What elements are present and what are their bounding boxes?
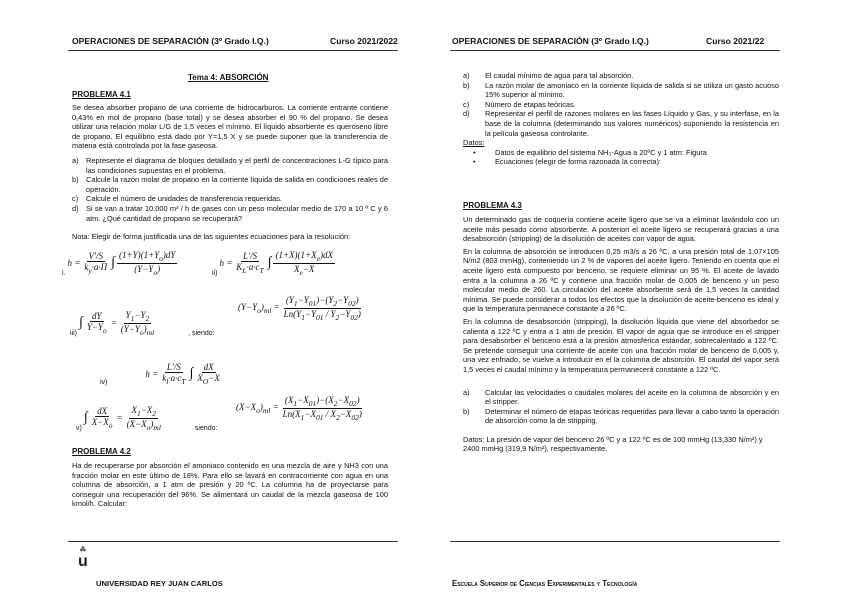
header-course: Curso 2021/22: [706, 36, 765, 46]
header-course: Curso 2021/2022: [330, 36, 398, 46]
header-title: OPERACIONES DE SEPARACIÓN (3º Grado I.Q.): [452, 36, 649, 46]
list-item: [72, 204, 388, 223]
item-text: Calcule el número de unidades de transferencia requeridas.: [86, 194, 282, 204]
eq-label: v): [76, 424, 82, 432]
item-text: Representar el perfil de razones molares en las fases Líquido y Gas, y su interfase, en la base de la columna (determinando sus valores numéricos) suponiendo la resistencia en la película gaseosa controlante.: [485, 109, 779, 138]
eq-label: i.: [62, 269, 66, 277]
list-item: [463, 81, 779, 100]
problem-4-1-list: [72, 156, 388, 223]
item-text: Calcule la razón molar de propano en la corriente líquida de salida en condiciones reales de operación.: [86, 175, 388, 194]
university-logo: ⁂ u: [78, 547, 88, 570]
item-letter: b): [463, 80, 470, 90]
list-item: [72, 175, 388, 194]
list-item: [72, 194, 388, 204]
list-item: [463, 407, 779, 426]
topic-title: Tema 4: ABSORCIÓN: [188, 73, 269, 82]
problem-4-2-body: Ha de recuperarse por absorción el amoniaco contenido en una mezcla de aire y NH3 con una fracción molar en este último de 18%. Para ello se lavará en contracorriente con agua en una columna de absorción, a 1 atm de presión y 20 ºC. La columna ha de proyectarse para conseguir una recuperación del 96%. Se alimentará un caudal de la mezcla gaseosa de 100 kmol/h. Calcular:: [72, 461, 388, 509]
footer-school: Escuela Superior de Ciencias Experimentales y Tecnología: [452, 579, 638, 588]
siendo-label: , siendo:: [188, 329, 215, 337]
equation-i: i. h = $\frac{V'/S}{k_y\cdot a\cdot\Pi}$ ∫ $(1+Y)(1+Y_o)dY$ $(Y-Y_o)$: [62, 250, 176, 277]
equation-iii: iii) ∫ $\frac{dY}{Y-Y_o}$ = $\frac{Y_1-Y_2}{(Y-Y_o)_{ml}}$ , siendo:: [70, 310, 215, 337]
item-letter: d): [72, 203, 79, 213]
footer-university: UNIVERSIDAD REY JUAN CARLOS: [96, 579, 223, 588]
header-divider: [68, 50, 398, 51]
problem-4-3-title: PROBLEMA 4.3: [463, 201, 522, 210]
eq-label: iii): [70, 329, 77, 337]
equation-v: v) ∫ $\frac{dX}{X-X_o}$ = $\frac{X_1-X_2}{(X-X_o)_{ml}}$ siendo:: [76, 405, 218, 432]
item-letter: b): [72, 175, 79, 185]
equation-ymln: $(Y-Y_o)_{ml}$ = $\frac{(Y_1-Y_{01})-(Y_2-Y_{02})}{Ln(Y_1-Y_{01} / Y_2-Y_{02})}$: [238, 295, 361, 322]
problem-4-3-paragraph: Un determinado gas de coquería contiene aceite ligero que se va a eliminar lavándolo con un aceite más pesado como absorbente. A posteriori el aceite ligero se recuperará gracias a una desabsorción (stripping) de la disolución de aceites con vapor de agua.: [463, 215, 779, 244]
list-item: [473, 148, 779, 158]
list-item: [463, 388, 779, 407]
item-text: Determinar el número de etapas teóricas requeridas para llevar a cabo tanto la operación de absorción como la de stripping.: [485, 406, 779, 426]
bullet-icon: •: [473, 157, 476, 167]
problem-4-1-body: Se desea absorber propano de una corriente de hidrocarburos. La corriente entrante contiene 0,43% en mol de propano (base total) y se desea absorber el 90 % del propano. Se desea utilizar una relación molar L/G de 1,5 veces el mínimo. El líquido absorbente es queroseno libre de propano. El equilibrio está dado por Y=1,5 X y se puede suponer que la transferencia de materia está controlada por la fase gaseosa.: [72, 103, 388, 151]
item-text: Ecuaciones (elegir de forma razonada la correcta):: [495, 157, 661, 167]
header-divider: [450, 50, 780, 51]
siendo-label: siendo:: [194, 424, 218, 432]
item-letter: c): [463, 99, 470, 109]
equation-ii: ii) h = $\frac{L'/S}{K_L\cdot a\cdot c_T}$ ∫ $(1+X)(1+X_e)dX$ $X_e-X$: [212, 250, 333, 277]
problem-4-3-paragraph: En la columna de desabsorción (stripping), la disolución líquida que viene del absorbedor se calienta a 122 ºC y entra a 1 atm de presión. El vapor de agua que se introduce en el stripper para desabsorber el benceno está a la presión atmosférica estándar, sobrecalentado a 122 ºC. Se pretende conseguir una corriente de aceite con una fracción molar de benceno de 0,005 y, una vez enfriado, se vuelve a introducir en el la columna de absorción. El caudal del vapor será 1,5 veces el caudal mínimo y la temperatura permanecerá constante a 122 ºC.: [463, 316, 779, 374]
datos-label: Datos:: [463, 138, 485, 148]
item-text: Número de etapas teóricas.: [485, 99, 576, 109]
problem-4-1-title: PROBLEMA 4.1: [72, 90, 131, 99]
equation-xmln: $(X-X_o)_{ml}$ = $\frac{(X_1-X_{01})-(X_2-X_{02})}{Ln(X_1-X_{01} / X_2-X_{02})}$: [236, 395, 362, 422]
list-item: [72, 156, 388, 175]
item-text: Si se van a tratar 10.000 m³ / h de gases con un peso molecular medio de 170 a 10 º C y 6 atm. ¿Qué cantidad de propano se recuperará?: [86, 203, 388, 223]
item-text: Calcular las velocidades o caudales molares del aceite en la columna de absorción y en el stripper.: [485, 387, 779, 407]
list-item: [463, 109, 779, 138]
item-letter: a): [463, 71, 470, 80]
list-item: [473, 157, 779, 167]
item-text: Datos de equilibrio del sistema NH₃-Agua a 20ºC y 1 atm: Figura: [495, 147, 707, 157]
header-title: OPERACIONES DE SEPARACIÓN (3º Grado I.Q.): [72, 36, 269, 46]
problem-4-2-title: PROBLEMA 4.2: [72, 447, 131, 456]
item-letter: a): [463, 387, 470, 397]
item-text: El caudal mínimo de agua para tal absorción.: [485, 71, 634, 80]
footer-divider: [450, 541, 780, 542]
item-letter: d): [463, 109, 470, 119]
problem-4-2-list: [463, 71, 779, 138]
note: Nota: Elegir de forma justificada una de las siguientes ecuaciones para la resolución:: [72, 232, 351, 242]
problem-4-3-datos: Datos: La presión de vapor del benceno 26 ºC y a 122 ºC es de 100 mmHg (13,330 N/m²) y 2400 mmHg (319,9 N/m²), respectivamente.: [463, 434, 763, 454]
eq-label: iv): [100, 378, 108, 386]
list-item: [463, 100, 779, 110]
equation-iv: iv) h = $\frac{L'/S}{k_l\cdot a\cdot c_T}$ ∫ dX $X_O-X$: [100, 362, 220, 386]
bullet-icon: •: [473, 147, 476, 157]
list-item: [463, 71, 779, 81]
footer-divider: [68, 541, 398, 542]
item-text: La razón molar de amoniaco en la corriente líquida de salida si se utiliza un gasto acuoso 15% superior al mínimo.: [485, 80, 779, 100]
problem-4-3-paragraph: En la columna de absorción se introducen 0,25 m3/s a 26 ºC, a una presión total de 1,07×105 N/m2 (803 mmHg), conteniendo un 2 % de vapores del aceite ligero. Teniendo en cuenta que el aceite ligero está compuesto por benceno, se requiere eliminar un 95 %. El aceite de lavado entra a la columna a 26 ºC y contiene una fracción molar de 0,005 de benceno y un peso molecular medio de 260. La circulación del aceite absorbente será de 1,5 veces la cantidad mínima. Se puede considerar a todos los efectos que la disolución de aceite-benceno es ideal y que la temperatura permanece constante a 26 ºC.: [463, 246, 779, 314]
eq-label: ii): [212, 269, 218, 277]
item-letter: c): [72, 194, 79, 204]
item-letter: b): [463, 406, 470, 416]
item-letter: a): [72, 155, 79, 165]
item-text: Represente el diagrama de bloques detallado y el perfil de concentraciones L-G típico para las condiciones supuestas en el problema.: [86, 155, 388, 175]
